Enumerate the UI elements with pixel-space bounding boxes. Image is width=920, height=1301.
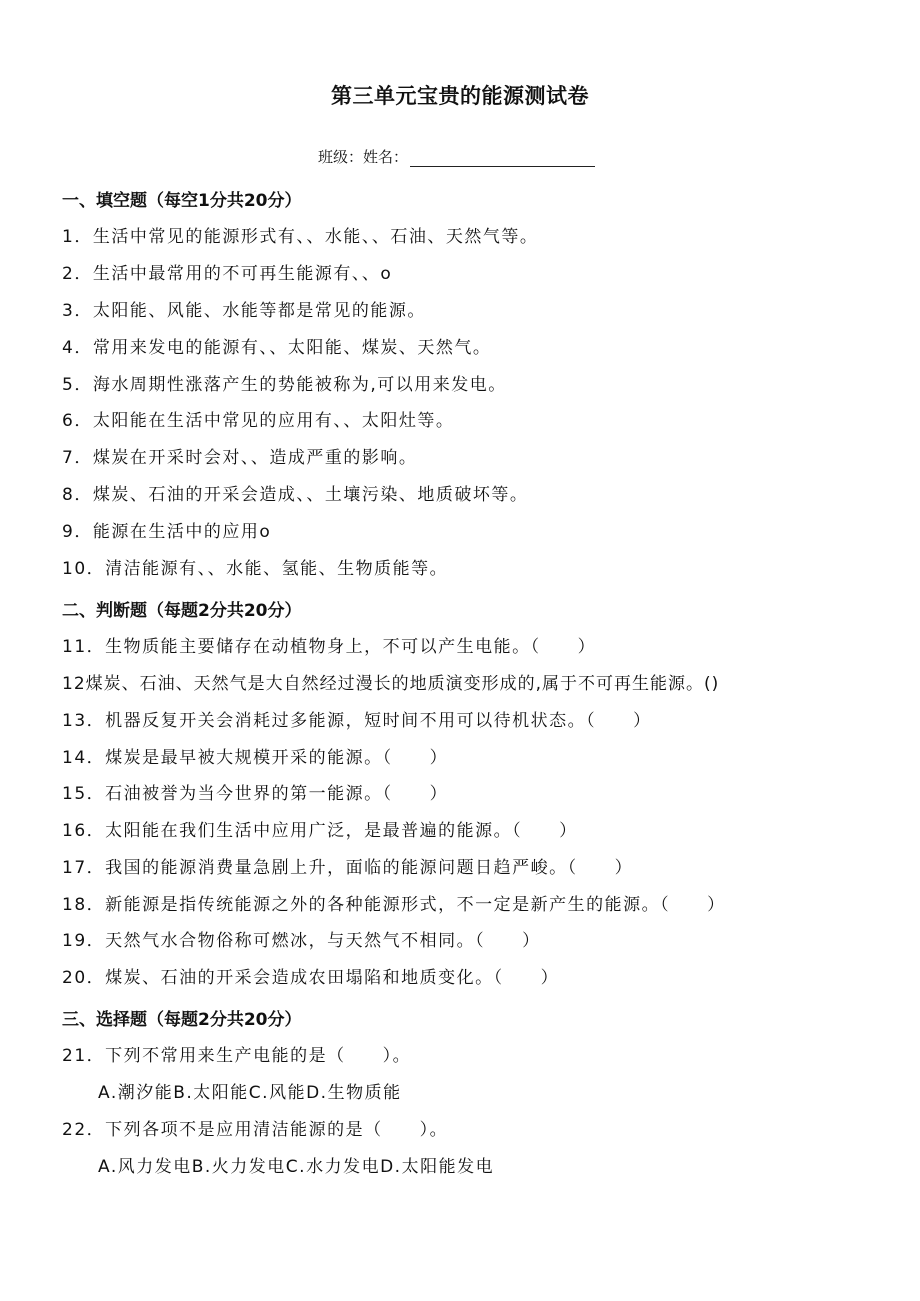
- question-21: 21．下列不常用来生产电能的是（ ）。: [62, 1046, 412, 1066]
- question-22-options: A.风力发电B.火力发电C.水力发电D.太阳能发电: [98, 1157, 495, 1177]
- question-1: 1．生活中常见的能源形式有、、水能、、石油、天然气等。: [62, 227, 539, 247]
- question-4: 4．常用来发电的能源有、、太阳能、煤炭、天然气。: [62, 338, 492, 358]
- question-13: 13．机器反复开关会消耗过多能源，短时间不用可以待机状态。（ ）: [62, 711, 652, 731]
- question-18: 18．新能源是指传统能源之外的各种能源形式，不一定是新产生的能源。（ ）: [62, 895, 726, 915]
- question-20: 20．煤炭、石油的开采会造成农田塌陷和地质变化。（ ）: [62, 968, 560, 988]
- section-heading-fill-blank: 一、填空题（每空1分共20分）: [62, 191, 302, 211]
- question-10: 10．清洁能源有、、水能、氢能、生物质能等。: [62, 559, 449, 579]
- section-heading-true-false: 二、判断题（每题2分共20分）: [62, 601, 302, 621]
- question-12: 12煤炭、石油、天然气是大自然经过漫长的地质演变形成的,属于不可再生能源。(): [62, 674, 720, 694]
- question-8: 8．煤炭、石油的开采会造成、、土壤污染、地质破坏等。: [62, 485, 529, 505]
- question-2: 2．生活中最常用的不可再生能源有、、o: [62, 264, 393, 284]
- class-name-label: 班级：姓名：: [318, 148, 409, 166]
- name-blank-line: [410, 152, 595, 167]
- section-heading-multiple-choice: 三、选择题（每题2分共20分）: [62, 1010, 302, 1030]
- page-title: 第三单元宝贵的能源测试卷: [331, 84, 589, 108]
- question-11: 11．生物质能主要储存在动植物身上，不可以产生电能。（ ）: [62, 637, 597, 657]
- question-19: 19．天然气水合物俗称可燃冰，与天然气不相同。（ ）: [62, 931, 541, 951]
- question-15: 15．石油被誉为当今世界的第一能源。（ ）: [62, 784, 449, 804]
- question-22: 22．下列各项不是应用清洁能源的是（ ）。: [62, 1120, 449, 1140]
- question-9: 9．能源在生活中的应用o: [62, 522, 272, 542]
- question-16: 16．太阳能在我们生活中应用广泛，是最普遍的能源。（ ）: [62, 821, 578, 841]
- question-7: 7．煤炭在开采时会对、、造成严重的影响。: [62, 448, 418, 468]
- question-14: 14．煤炭是最早被大规模开采的能源。（ ）: [62, 748, 449, 768]
- student-info: [318, 146, 595, 167]
- question-3: 3．太阳能、风能、水能等都是常见的能源。: [62, 301, 426, 321]
- question-17: 17．我国的能源消费量急剧上升，面临的能源问题日趋严峻。（ ）: [62, 858, 634, 878]
- question-5: 5．海水周期性涨落产生的势能被称为,可以用来发电。: [62, 375, 507, 395]
- question-6: 6．太阳能在生活中常见的应用有、、太阳灶等。: [62, 411, 455, 431]
- question-21-options: A.潮汐能B.太阳能C.风能D.生物质能: [98, 1083, 402, 1103]
